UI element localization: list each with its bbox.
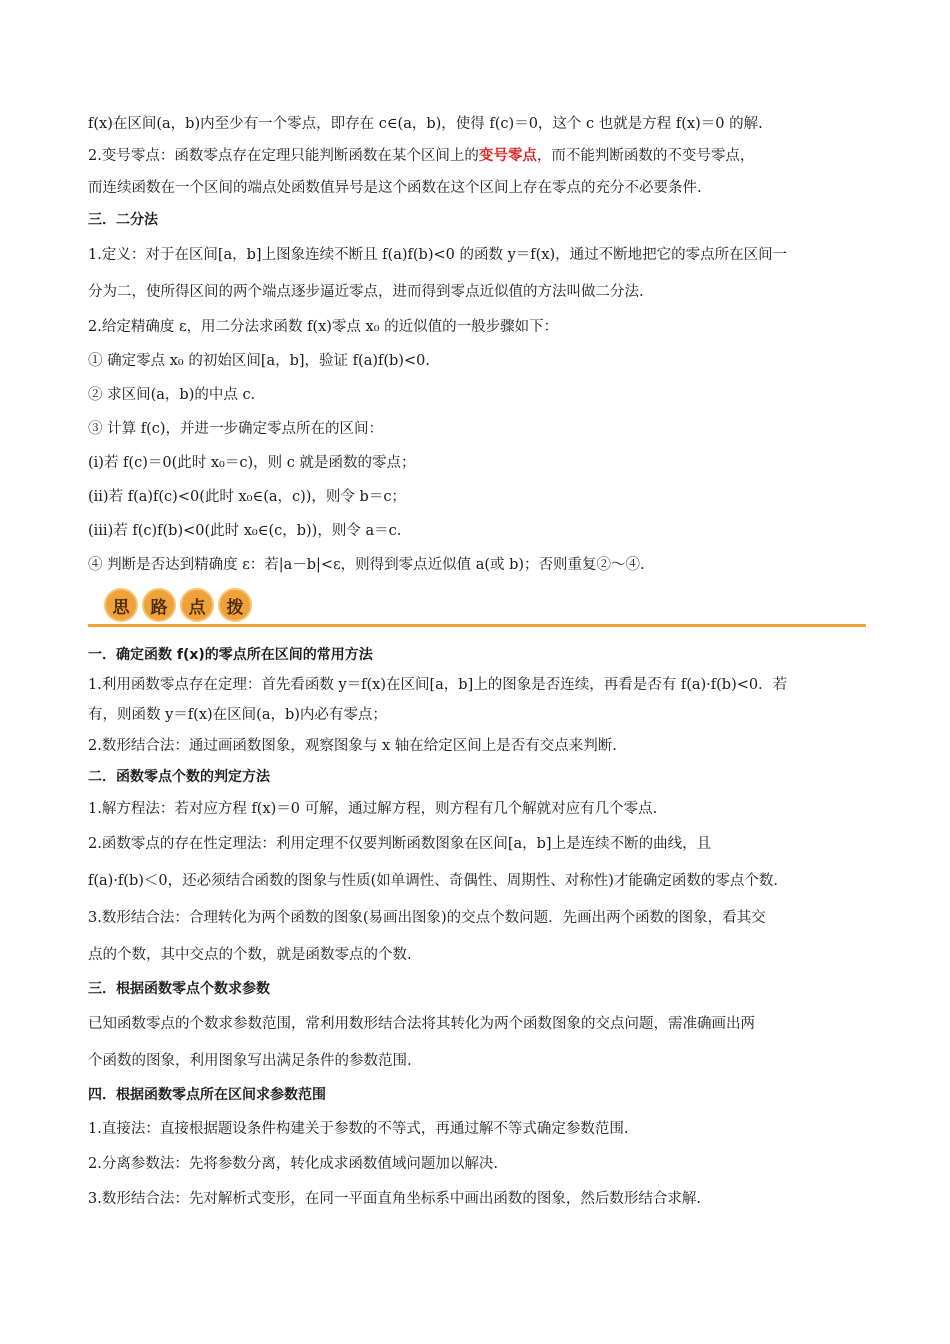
banner-badge: 思 (104, 588, 138, 622)
banner-badges (104, 588, 252, 622)
text-line: 个函数的图象，利用图象写出满足条件的参数范围. (88, 1053, 412, 1069)
text-line: (iii)若 f(c)f(b)<0(此时 x₀∈(c，b))，则令 a＝c. (88, 523, 402, 539)
section-heading: 三．根据函数零点个数求参数 (88, 981, 270, 997)
text-line: 有，则函数 y＝f(x)在区间(a，b)内必有零点； (88, 707, 387, 723)
section-banner (88, 584, 866, 630)
text-line: ② 求区间(a，b)的中点 c. (88, 387, 256, 403)
text-line: 1.直接法：直接根据题设条件构建关于参数的不等式，再通过解不等式确定参数范围. (88, 1121, 629, 1137)
section-heading: 四．根据函数零点所在区间求参数范围 (88, 1087, 326, 1103)
text-line: ① 确定零点 x₀ 的初始区间[a，b]，验证 f(a)f(b)<0. (88, 353, 430, 369)
banner-badge: 拨 (218, 588, 252, 622)
text-line: (ii)若 f(a)f(c)<0(此时 x₀∈(a，c))，则令 b＝c； (88, 489, 406, 505)
text-line: ④ 判断是否达到精确度 ε：若|a－b|<ε，则得到零点近似值 a(或 b)；否则重复②～④. (88, 557, 645, 573)
text-line: 而连续函数在一个区间的端点处函数值异号是这个函数在这个区间上存在零点的充分不必要条件. (88, 180, 702, 196)
text-line: (i)若 f(c)＝0(此时 x₀＝c)，则 c 就是函数的零点； (88, 455, 416, 471)
text-line: f(a)·f(b)＜0，还必须结合函数的图象与性质(如单调性、奇偶性、周期性、对称性)才能确定函数的零点个数. (88, 873, 779, 889)
section-heading: 一．确定函数 f(x)的零点所在区间的常用方法 (88, 647, 373, 663)
text-line (88, 140, 866, 172)
text-span: ，而不能判断函数的不变号零点， (536, 148, 755, 164)
text-line: 1.利用函数零点存在定理：首先看函数 y＝f(x)在区间[a，b]上的图象是否连续，再看是否有 f(a)·f(b)<0．若 (88, 677, 788, 693)
banner-badge: 路 (142, 588, 176, 622)
text-span: 2.变号零点：函数零点存在定理只能判断函数在某个区间上的 (88, 148, 479, 164)
text-line: 3.数形结合法：先对解析式变形，在同一平面直角坐标系中画出函数的图象，然后数形结合求解. (88, 1191, 701, 1207)
highlight-text: 变号零点 (478, 148, 537, 164)
text-line: 2.数形结合法：通过画函数图象，观察图象与 x 轴在给定区间上是否有交点来判断. (88, 738, 617, 754)
text-line: 3.数形结合法：合理转化为两个函数的图象(易画出图象)的交点个数问题．先画出两个函数的图象，看其交 (88, 910, 766, 926)
text-line: 分为二，使所得区间的两个端点逐步逼近零点，进而得到零点近似值的方法叫做二分法. (88, 284, 644, 300)
text-line: 已知函数零点的个数求参数范围，常利用数形结合法将其转化为两个函数图象的交点问题，需准确画出两 (88, 1016, 755, 1032)
text-line: 1.定义：对于在区间[a，b]上图象连续不断且 f(a)f(b)<0 的函数 y＝f(x)，通过不断地把它的零点所在区间一 (88, 247, 788, 263)
section-heading: 二．函数零点个数的判定方法 (88, 769, 270, 785)
text-line: f(x)在区间(a，b)内至少有一个零点，即存在 c∈(a，b)，使得 f(c)＝0，这个 c 也就是方程 f(x)＝0 的解. (88, 116, 763, 132)
document-page (88, 108, 866, 1216)
text-line: 1.解方程法：若对应方程 f(x)＝0 可解，通过解方程，则方程有几个解就对应有几个零点. (88, 801, 658, 817)
banner-badge: 点 (180, 588, 214, 622)
section-heading: 三．二分法 (88, 212, 158, 228)
text-line: 2.给定精确度 ε，用二分法求函数 f(x)零点 x₀ 的近似值的一般步骤如下： (88, 319, 559, 335)
text-line: ③ 计算 f(c)，并进一步确定零点所在的区间： (88, 421, 384, 437)
text-line: 2.函数零点的存在性定理法：利用定理不仅要判断函数图象在区间[a，b]上是连续不断的曲线，且 (88, 836, 712, 852)
text-line: 点的个数，其中交点的个数，就是函数零点的个数. (88, 947, 412, 963)
banner-divider (88, 624, 866, 627)
text-line: 2.分离参数法：先将参数分离，转化成求函数值域问题加以解决. (88, 1156, 498, 1172)
